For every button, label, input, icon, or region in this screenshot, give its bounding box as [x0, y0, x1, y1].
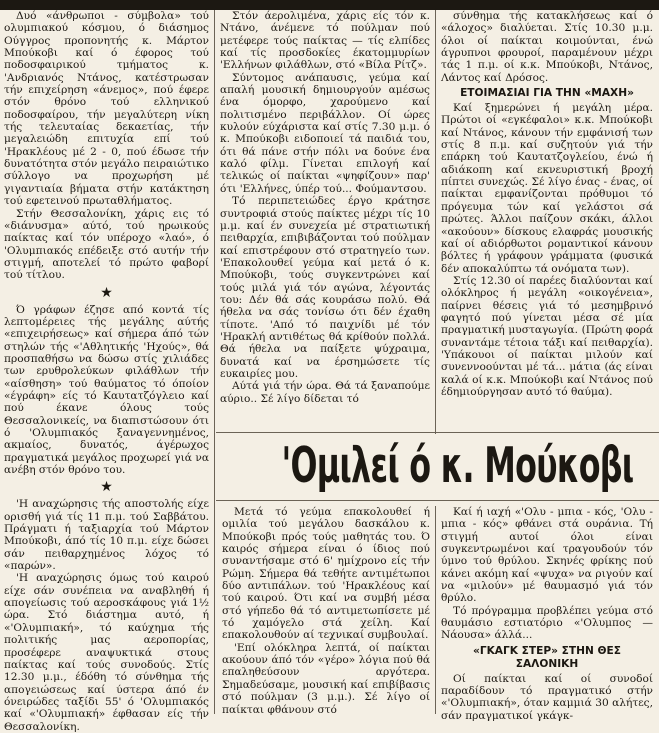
- article-paragraph: Καί ξημερώνει ή μεγάλη μέρα. Πρώτοι οί «εγκέφαλοι» κ.κ. Μπούκοβι καί Ντάνος, κάνουν τήν εμφάνισή των στίς 8 π.μ. καί συζητούν γιά τήν επάρκη τού Καυτατζογλείου, ένώ ή αδιάκοπη καί εκνευριστική βροχή πίπτει συνεχώς. Σέ λίγο ένας - ένας, οί παίκται εμφανίζονται πρόθυμοι τό πρόγευμα τών καί γελάστοι σά πρώτες. Άλλοι παίζουν σκάκι, άλλοι «ακούουν» δίσκους ελαφράς μουσικής καί οί αδιόρθωτοι ρομαντικοί κάνουν βόλτες ή γράφουν γράμματα (φυσικά δέν αποκαλύπτω τά ονόματα των).: [441, 102, 653, 275]
- bottom-middle-column: [222, 506, 430, 714]
- article-paragraph: Στήν Θεσσαλονίκη, χάρις εις τό «διάνυσμα» αύτό, τού ηρωικούς παίκτας καί τόν υπέροχο «λαό», ό 'Ολυμπιακός επέδειξε στό αυτήν τήν στιγμή, αποτελεί τό πρώτο φαβορί τού τίτλου.: [4, 207, 209, 282]
- left-column: [4, 10, 209, 733]
- article-paragraph: Μετά τό γεύμα επακολουθεί ή ομιλία τού μεγάλου δασκάλου κ. Μπούκοβι πρός τούς μαθητάς του. Ό καιρός σήμερα είναι ό ίδιος πού συναντήσαμε στό 6' ημίχρονο είς τήν Ρώμη. Σήμερα θά τεθήτε αντιμέτωποι δύο αντιπάλων. τού 'Ηρακλέους καί τού καιρού. Ότι καί να συμβή μέσα στό γήπεδο θά τό αντιμετωπίσετε μέ τό χαμόγελο στά χείλη. Καί επακολουθούν αί τεχνικαί συμβουλαί.: [222, 506, 430, 642]
- article-paragraph: Οί παίκται καί οί συνοδοί παραδίδουν τό πραγματικό στήν «'Ολυμπιακή», όταν καμμιά 30 αλήτες, σάν πραγματικοί γκάγκ-: [441, 672, 653, 722]
- top-headline-band: [0, 0, 659, 10]
- article-paragraph: 'Επί ολόκληρα λεπτά, οί παίκται ακούουν άπό τόν «γέρο» λόγια πού θά επαληθεύσουν αργότερα. Σημαδεύσαμε, μουσική καί επιβίβασις στό πούλμαν (3 μ.μ.). Σέ λίγο οί παίκται φθάνουν στό: [222, 641, 430, 716]
- column-rule: [435, 10, 436, 434]
- column-rule: [214, 10, 215, 714]
- section-subhead: ΕΤΟΙΜΑΣΙΑΙ ΓΙΑ ΤΗΝ «ΜΑΧΗ»: [460, 87, 634, 100]
- article-paragraph: σύνθημα τής κατακλήσεως καί ό «άλοχος» διαλύεται. Στίς 10.30 μ.μ. όλοι οί παίκται κοιμούνται, ένώ άγρυπνοι φρουροί, παραμένουν μέχρι τάς 1 π.μ. οί κ.κ. Μπούκοβι, Ντάνος, Λάντος καί Δρόσος.: [441, 10, 653, 84]
- article-paragraph: Καί ή ιαχή «'Ολυ - μπια - κός, 'Ολυ - μπια - κός» φθάνει στά ουράνια. Τή στιγμή αυτοί όλοι είναι συγκεντρωμένοι καί τραγουδούν τόν ύμνο τού θρύλου. Σκηνές φρίκης πού κάνει ακόμη καί «ψυχα» να ριγούν καί να «μιλούν» μέ θαυμασμό γιά τόν θρύλο.: [441, 506, 653, 605]
- headline-rule: [216, 432, 659, 433]
- article-paragraph: Τό περιπετειώδες έργο κράτησε συντροφιά στούς παίκτες μέχρι τίς 10 μ.μ. καί έν συνεχεία μέ στρατιωτική πειθαρχία, επιβιβάζονται τού πούλμαν καί επιστρέφουν στό στρατηγείο των. 'Επακολουθεί γεύμα καί μετά ό κ. Μπούκοβι, τούς συγκεντρώνει καί τούς μιλά γιά τόν αγώνα, λέγοντάς του: Δέν θά σάς κουράσω πολύ. Θά ήθελα να σάς τονίσω ότι δέν έχαθη τίποτε. 'Από τό παιχνίδι μέ τόν 'Ηρακλή αντιθέτως θά κρίθούν πολλά. Θά ήθελα να παίξετε ψύχραιμα, δυνατά καί να έρσημώσετε τίς ευκαιρίες μου.: [220, 195, 430, 380]
- column-rule: [435, 506, 436, 714]
- article-paragraph: Αύτά γιά τήν ώρα. Θά τά ξαναπούμε αύριο.. Σέ λίγο δίδεται τό: [220, 380, 430, 405]
- headline-rule: [216, 500, 659, 501]
- right-column: [441, 10, 653, 434]
- article-paragraph: Στίς 12.30 οί παρέες διαλύονται καί ολόκληρος ή μεγάλη «οικογένεια», παίρνει θέσεις γιά τό μεσημβρινό φαγητό πού γίνεται μέσα σέ μία πραγματική μυσταγωγία. (Πρώτη φορά συναντάμε τέτοια τάξι καί πειθαρχία). 'Υπάκουοι οί παίκται μιλούν καί συνεννοούνται μέ τά... μάτια (άς είναι καλά οί κ.κ. Μπούκοβι καί Ντάνος πού έδημιούργησαν αυτό τό θαύμα).: [441, 274, 653, 398]
- article-paragraph: Δυό «άνθρωποι - σύμβολα» τού ολυμπιακού κόσμου, ό διάσημος Ούγγρος προπονητής κ. Μάρτον Μπούκοβι καί ό έφορος τού ποδοσφαιρικού τμήματος κ. 'Ανδριανός Ντάνος, κατέστρωσαν τήν επιχείρηση «άνεμος», πού έφερε στόν θρόνο τού ελληνικού ποδοσφαίρου, τήν μεγαλύτερη νίκη τής τελευταίας δεκαετίας, τήν μεγαλειώδη επιτυχία επί τού 'Ηρακλέους μέ 2 - 0, πού έδωσε τήν δυνατότητα στόν μεγάλο πειραιώτικο σύλλογο να προχωρήση μέ γιγαντιαία βήματα στήν κατάκτηση τού εφετεινού πρωταθλήματος.: [4, 10, 209, 208]
- article-headline: 'Ομιλεί ό κ. Μούκοβι: [281, 437, 634, 494]
- section-subhead: «ΓΚΑΓΚ ΣΤΕΡ» ΣΤΗΝ ΘΕΣ ΣΑΛΟΝΙΚΗ: [472, 644, 621, 670]
- article-paragraph: Σύντομος ανάπαυσις, γεύμα καί απαλή μουσική δημιουργούν αμέσως ένα όμορφο, χαρούμενο καί πολιτισμένο περιβάλλον. Οί ώρες κυλούν εύχάριστα καί στίς 7.30 μ.μ. ό κ. Μπούκοβι ειδοποιεί τά παιδιά του, ότι θά πάνε στήν πόλι να δούνε ένα καλό φίλμ. Γίνεται επιλογή καί τελικώς οί παίκται «ψηφίζουν» παρ' ότι 'Ελλήνες, ύπέρ τού... Φούμαντσου.: [220, 71, 430, 195]
- bottom-right-column: [441, 506, 653, 722]
- article-paragraph: Ό γράφων έζησε από κοντά τίς λεπτομέρειες τής μεγάλης αύτής «επιχειρήσεως» καί σήμερα άπό τών στηλών τής «'Αθλητικής 'Ηχούς», θά προσπαθήσω να δώσω στίς χιλιάδες των ερυθρολεύκων φιλάθλων τήν «αίσθηση» τού θαύματος τό όποίον «έγράφη» είς τό Καυτατζόγλειο καί πού έκανε όλους τούς Θεσσαλονικείς, να διαπιστώσουν ότι ό 'Ολυμπιακός ξαναγεννημένος, ακμαίος, δυνατός, άγέρωχος πραγματικά μεγάλος προχωρεί γιά να ανέβη στόν θρόνο του.: [4, 303, 209, 477]
- article-paragraph: Στόν άερολιμένα, χάρις είς τόν κ. Ντάνο, άνέμενε τό πούλμαν πού μετέφερε τούς παίκτας — τίς ελπίδες καί τίς προσδοκίες έκατομμυρίων 'Ελλήνων φιλάθλων, στό «Βίλα Ρίτζ».: [220, 10, 430, 72]
- middle-column: [220, 10, 430, 434]
- article-paragraph: Τό πρόγραμμα προβλέπει γεύμα στό θαυμάσιο εστιατόριο «'Ολυμπος — Νάουσα» άλλά...: [441, 604, 653, 642]
- article-paragraph: 'Η αναχώρησις όμως τού καιρού είχε σάν συνέπεια να αναβληθή ή απογείωσις τού αεροσκάφους γιά 1½ ώρα. Στό διάστημα αυτό, ή «'Ολυμπιακή», τό καύχημα τής πολιτικής μας αεροπορίας, προσέφερε αναψυκτικά στους παίκτας καί τούς συνοδούς. Στίς 12.30 μ.μ., έδόθη τό σύνθημα τής απογειώσεως καί ύστερα άπό έν όνειρώδες ταξίδι 55' ό 'Ολυμπιακός καί «'Ολυμπιακή» έφθασαν είς τήν Θεσσαλονίκη.: [4, 572, 209, 733]
- star-separator: ★: [100, 284, 113, 301]
- article-paragraph: 'Η αναχώρησις τής αποστολής είχε ορισθή γιά τίς 11 π.μ. τού Σαββάτου. Πράγματι ή ταξιαρχία τού Μάρτον Μπούκοβι, άπό τίς 10 π.μ. είχε δώσει σάν πειθαρχημένος λόχος τό «παρών».: [4, 498, 209, 573]
- star-separator: ★: [100, 479, 113, 496]
